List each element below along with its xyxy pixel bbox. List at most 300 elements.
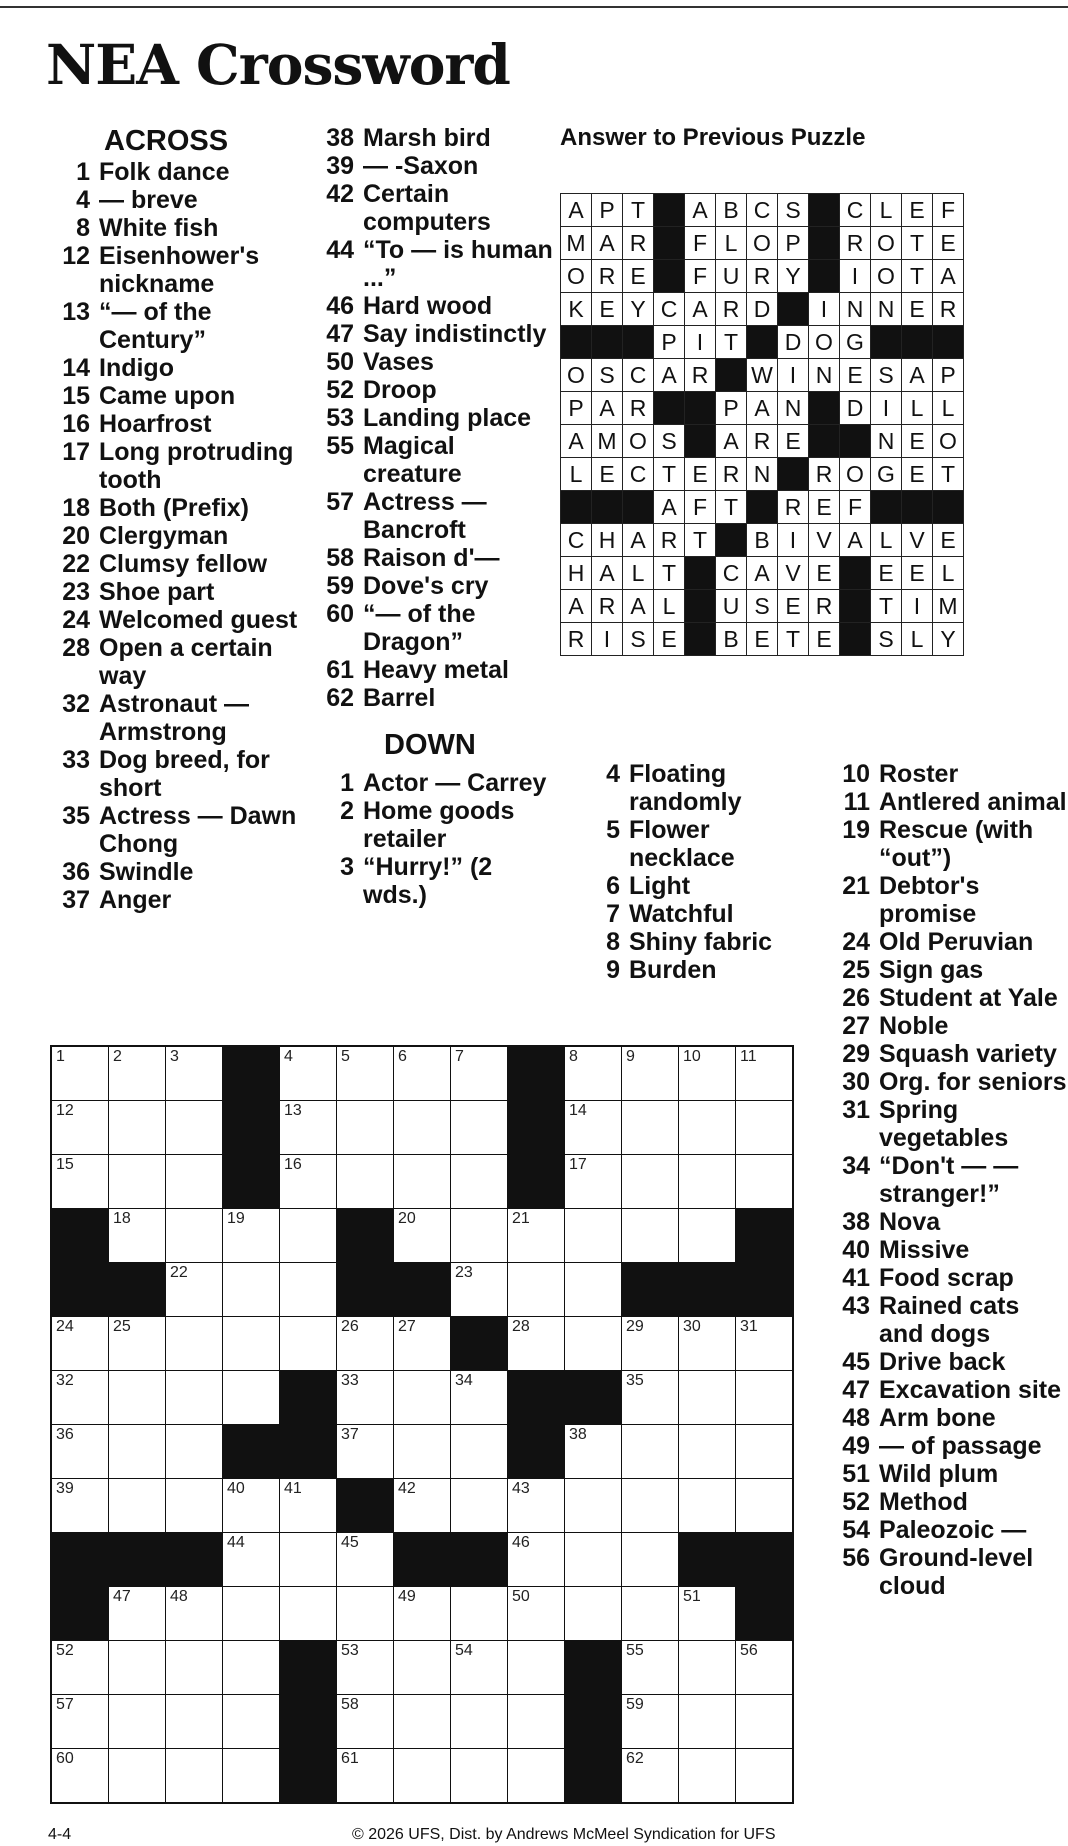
- grid-cell[interactable]: [622, 1533, 679, 1587]
- cell-number: 36: [56, 1426, 74, 1443]
- cell-number: 60: [56, 1750, 74, 1767]
- answer-letter-cell: R: [623, 227, 654, 260]
- answer-letter-cell: C: [623, 359, 654, 392]
- answer-black-cell: [592, 491, 623, 524]
- clue-number: 59: [326, 572, 354, 600]
- grid-cell[interactable]: [679, 1695, 736, 1749]
- grid-cell[interactable]: [109, 1479, 166, 1533]
- grid-cell[interactable]: [109, 1155, 166, 1209]
- grid-cell[interactable]: [622, 1641, 679, 1695]
- grid-cell[interactable]: [394, 1425, 451, 1479]
- clue-item: [310, 853, 560, 909]
- grid-cell[interactable]: [109, 1641, 166, 1695]
- clue-item: [46, 802, 308, 858]
- grid-cell[interactable]: [508, 1641, 565, 1695]
- grid-cell[interactable]: [736, 1101, 794, 1155]
- grid-cell[interactable]: [280, 1101, 337, 1155]
- answer-row: [561, 392, 964, 425]
- grid-cell[interactable]: [51, 1101, 109, 1155]
- clue-text: Actor — Carrey: [363, 769, 547, 797]
- answer-letter-cell: L: [871, 524, 902, 557]
- clue-text: Method: [879, 1488, 968, 1516]
- grid-cell[interactable]: [337, 1371, 394, 1425]
- answer-letter-cell: T: [902, 260, 933, 293]
- clue-text: Burden: [629, 956, 717, 984]
- cell-number: 59: [626, 1696, 644, 1713]
- clue-item: [310, 572, 560, 600]
- grid-cell[interactable]: [622, 1101, 679, 1155]
- grid-cell[interactable]: [736, 1046, 794, 1101]
- clue-number: 60: [326, 600, 354, 628]
- cell-number: 22: [170, 1264, 188, 1281]
- answer-letter-cell: C: [623, 458, 654, 491]
- cell-number: 27: [398, 1318, 416, 1335]
- grid-cell[interactable]: [51, 1641, 109, 1695]
- grid-cell[interactable]: [51, 1695, 109, 1749]
- grid-cell[interactable]: [109, 1695, 166, 1749]
- grid-cell[interactable]: [166, 1641, 223, 1695]
- black-square: [223, 1046, 280, 1101]
- cell-number: 35: [626, 1372, 644, 1389]
- grid-row: [51, 1046, 793, 1101]
- clue-text: Welcomed guest: [99, 606, 298, 634]
- grid-cell[interactable]: [337, 1533, 394, 1587]
- grid-cell[interactable]: [451, 1209, 508, 1263]
- answer-letter-cell: T: [716, 326, 747, 359]
- cell-number: 6: [398, 1048, 407, 1065]
- answer-letter-cell: R: [933, 293, 964, 326]
- answer-letter-cell: V: [809, 524, 840, 557]
- answer-row: [561, 524, 964, 557]
- grid-cell[interactable]: [166, 1695, 223, 1749]
- grid-cell[interactable]: [508, 1479, 565, 1533]
- cell-number: 21: [512, 1210, 530, 1227]
- grid-cell[interactable]: [451, 1046, 508, 1101]
- answer-black-cell: [902, 491, 933, 524]
- grid-cell[interactable]: [565, 1587, 622, 1641]
- answer-letter-cell: D: [747, 293, 778, 326]
- clue-number: 30: [842, 1068, 870, 1096]
- grid-cell[interactable]: [166, 1101, 223, 1155]
- grid-cell[interactable]: [451, 1263, 508, 1317]
- grid-cell[interactable]: [565, 1263, 622, 1317]
- grid-cell[interactable]: [51, 1046, 109, 1101]
- clue-item: [46, 438, 308, 494]
- black-square: [394, 1533, 451, 1587]
- grid-cell[interactable]: [565, 1155, 622, 1209]
- grid-cell[interactable]: [280, 1587, 337, 1641]
- grid-cell[interactable]: [51, 1317, 109, 1371]
- black-square: [337, 1479, 394, 1533]
- answer-black-cell: [840, 623, 871, 656]
- grid-cell[interactable]: [679, 1209, 736, 1263]
- grid-cell[interactable]: [394, 1209, 451, 1263]
- answer-letter-cell: A: [654, 359, 685, 392]
- grid-row: [51, 1587, 793, 1641]
- grid-cell[interactable]: [451, 1155, 508, 1209]
- cell-number: 17: [569, 1156, 587, 1173]
- answer-letter-cell: P: [654, 326, 685, 359]
- answer-letter-cell: O: [871, 260, 902, 293]
- clue-text: Antlered animal: [879, 788, 1067, 816]
- answer-letter-cell: E: [809, 623, 840, 656]
- grid-cell[interactable]: [679, 1587, 736, 1641]
- grid-cell[interactable]: [223, 1263, 280, 1317]
- grid-cell[interactable]: [508, 1263, 565, 1317]
- clue-item: [310, 236, 560, 292]
- answer-black-cell: [685, 557, 716, 590]
- clue-number: 3: [340, 853, 354, 881]
- clue-text: Indigo: [99, 354, 174, 382]
- answer-black-cell: [809, 260, 840, 293]
- cell-number: 25: [113, 1318, 131, 1335]
- grid-cell[interactable]: [109, 1209, 166, 1263]
- answer-black-cell: [747, 326, 778, 359]
- cell-number: 42: [398, 1480, 416, 1497]
- grid-cell[interactable]: [679, 1317, 736, 1371]
- grid-cell[interactable]: [280, 1209, 337, 1263]
- grid-cell[interactable]: [51, 1155, 109, 1209]
- grid-cell[interactable]: [508, 1587, 565, 1641]
- clue-text: Old Peruvian: [879, 928, 1034, 956]
- down-list-2: [576, 760, 816, 984]
- black-square: [565, 1641, 622, 1695]
- answer-letter-cell: G: [871, 458, 902, 491]
- grid-cell[interactable]: [622, 1155, 679, 1209]
- grid-cell[interactable]: [109, 1046, 166, 1101]
- clue-number: 61: [326, 656, 354, 684]
- black-square: [223, 1425, 280, 1479]
- grid-cell[interactable]: [394, 1641, 451, 1695]
- grid-cell[interactable]: [223, 1641, 280, 1695]
- grid-cell[interactable]: [223, 1749, 280, 1804]
- answer-letter-cell: A: [902, 359, 933, 392]
- grid-cell[interactable]: [451, 1479, 508, 1533]
- clue-item: [310, 684, 560, 712]
- clue-item: [46, 158, 308, 186]
- grid-cell[interactable]: [166, 1479, 223, 1533]
- grid-cell[interactable]: [565, 1209, 622, 1263]
- clue-text: “— of the Dragon”: [363, 600, 476, 656]
- clue-item: [826, 872, 1068, 928]
- clue-item: [46, 746, 308, 802]
- clue-item: [46, 242, 308, 298]
- grid-cell[interactable]: [679, 1641, 736, 1695]
- grid-cell[interactable]: [679, 1046, 736, 1101]
- grid-cell[interactable]: [679, 1479, 736, 1533]
- clue-item: [826, 1516, 1068, 1544]
- grid-cell[interactable]: [736, 1749, 794, 1804]
- clue-item: [826, 1152, 1068, 1208]
- clue-text: White fish: [99, 214, 219, 242]
- grid-cell[interactable]: [223, 1209, 280, 1263]
- grid-cell[interactable]: [394, 1479, 451, 1533]
- grid-cell[interactable]: [508, 1695, 565, 1749]
- clue-number: 1: [340, 769, 354, 797]
- grid-cell[interactable]: [622, 1425, 679, 1479]
- grid-cell[interactable]: [622, 1046, 679, 1101]
- cell-number: 10: [683, 1048, 701, 1065]
- answer-letter-cell: A: [654, 491, 685, 524]
- grid-cell[interactable]: [166, 1155, 223, 1209]
- answer-letter-cell: A: [623, 590, 654, 623]
- clue-text: Wild plum: [879, 1460, 999, 1488]
- answer-black-cell: [840, 590, 871, 623]
- answer-letter-cell: E: [933, 524, 964, 557]
- cell-number: 52: [56, 1642, 74, 1659]
- grid-cell[interactable]: [109, 1749, 166, 1804]
- grid-cell[interactable]: [166, 1317, 223, 1371]
- grid-cell[interactable]: [166, 1371, 223, 1425]
- grid-cell[interactable]: [337, 1046, 394, 1101]
- grid-cell[interactable]: [280, 1533, 337, 1587]
- grid-cell[interactable]: [565, 1317, 622, 1371]
- grid-cell[interactable]: [166, 1263, 223, 1317]
- grid-cell[interactable]: [223, 1479, 280, 1533]
- cell-number: 40: [227, 1480, 245, 1497]
- down-clues-col2: [576, 760, 816, 984]
- grid-cell[interactable]: [394, 1371, 451, 1425]
- cell-number: 61: [341, 1750, 359, 1767]
- grid-cell[interactable]: [394, 1317, 451, 1371]
- grid-cell[interactable]: [736, 1641, 794, 1695]
- clue-number: 13: [62, 298, 90, 326]
- cell-number: 44: [227, 1534, 245, 1551]
- grid-cell[interactable]: [109, 1587, 166, 1641]
- grid-cell[interactable]: [166, 1587, 223, 1641]
- answer-letter-cell: F: [685, 491, 716, 524]
- grid-cell[interactable]: [337, 1155, 394, 1209]
- grid-cell[interactable]: [394, 1046, 451, 1101]
- answer-row: [561, 293, 964, 326]
- grid-cell[interactable]: [337, 1101, 394, 1155]
- clue-number: 34: [842, 1152, 870, 1180]
- answer-letter-cell: I: [592, 623, 623, 656]
- grid-cell[interactable]: [280, 1155, 337, 1209]
- cell-number: 45: [341, 1534, 359, 1551]
- grid-cell[interactable]: [109, 1425, 166, 1479]
- answer-letter-cell: T: [685, 524, 716, 557]
- grid-cell[interactable]: [565, 1479, 622, 1533]
- clue-item: [310, 348, 560, 376]
- grid-row: [51, 1533, 793, 1587]
- grid-cell[interactable]: [51, 1371, 109, 1425]
- grid-cell[interactable]: [451, 1587, 508, 1641]
- cell-number: 48: [170, 1588, 188, 1605]
- grid-cell[interactable]: [337, 1317, 394, 1371]
- grid-cell[interactable]: [565, 1425, 622, 1479]
- answer-black-cell: [685, 623, 716, 656]
- grid-cell[interactable]: [622, 1317, 679, 1371]
- clue-item: [826, 1236, 1068, 1264]
- page-title: NEA Crossword: [46, 32, 510, 97]
- answer-row: [561, 458, 964, 491]
- grid-cell[interactable]: [280, 1479, 337, 1533]
- grid-cell[interactable]: [337, 1695, 394, 1749]
- grid-cell[interactable]: [394, 1587, 451, 1641]
- answer-letter-cell: O: [809, 326, 840, 359]
- answer-letter-cell: B: [747, 524, 778, 557]
- clue-item: [46, 886, 308, 914]
- grid-cell[interactable]: [223, 1317, 280, 1371]
- grid-cell[interactable]: [223, 1533, 280, 1587]
- grid-cell[interactable]: [166, 1209, 223, 1263]
- grid-cell[interactable]: [223, 1587, 280, 1641]
- grid-cell[interactable]: [508, 1533, 565, 1587]
- cell-number: 4: [284, 1048, 293, 1065]
- grid-cell[interactable]: [280, 1046, 337, 1101]
- clue-item: [310, 769, 560, 797]
- grid-cell[interactable]: [508, 1749, 565, 1804]
- cell-number: 56: [740, 1642, 758, 1659]
- clue-item: [826, 1208, 1068, 1236]
- grid-cell[interactable]: [622, 1209, 679, 1263]
- grid-cell[interactable]: [622, 1587, 679, 1641]
- grid-cell[interactable]: [622, 1371, 679, 1425]
- grid-cell[interactable]: [51, 1749, 109, 1804]
- grid-cell[interactable]: [280, 1317, 337, 1371]
- clue-text: Say indistinctly: [363, 320, 547, 348]
- clue-number: 36: [62, 858, 90, 886]
- grid-row: [51, 1317, 793, 1371]
- answer-row: [561, 557, 964, 590]
- grid-cell[interactable]: [394, 1749, 451, 1804]
- answer-letter-cell: L: [561, 458, 592, 491]
- cell-number: 33: [341, 1372, 359, 1389]
- answer-black-cell: [809, 392, 840, 425]
- cell-number: 62: [626, 1750, 644, 1767]
- grid-cell[interactable]: [337, 1425, 394, 1479]
- answer-black-cell: [902, 326, 933, 359]
- grid-cell[interactable]: [451, 1371, 508, 1425]
- clue-text: Nova: [879, 1208, 941, 1236]
- grid-cell[interactable]: [451, 1425, 508, 1479]
- clue-item: [46, 858, 308, 886]
- cell-number: 20: [398, 1210, 416, 1227]
- grid-cell[interactable]: [508, 1317, 565, 1371]
- grid-cell[interactable]: [451, 1749, 508, 1804]
- answer-letter-cell: S: [871, 623, 902, 656]
- cell-number: 32: [56, 1372, 74, 1389]
- grid-cell[interactable]: [109, 1317, 166, 1371]
- grid-cell[interactable]: [337, 1587, 394, 1641]
- clue-item: [826, 1544, 1068, 1600]
- answer-letter-cell: A: [747, 557, 778, 590]
- answer-letter-cell: A: [685, 293, 716, 326]
- grid-cell[interactable]: [622, 1479, 679, 1533]
- black-square: [736, 1533, 794, 1587]
- clue-number: 38: [326, 124, 354, 152]
- grid-cell[interactable]: [565, 1046, 622, 1101]
- answer-black-cell: [747, 491, 778, 524]
- answer-black-cell: [809, 425, 840, 458]
- grid-cell[interactable]: [109, 1371, 166, 1425]
- answer-letter-cell: B: [716, 623, 747, 656]
- clue-text: — breve: [99, 186, 198, 214]
- grid-cell[interactable]: [337, 1641, 394, 1695]
- grid-cell[interactable]: [736, 1425, 794, 1479]
- grid-cell[interactable]: [622, 1749, 679, 1804]
- answer-row: [561, 425, 964, 458]
- grid-cell[interactable]: [109, 1101, 166, 1155]
- clue-number: 40: [842, 1236, 870, 1264]
- top-rule: [0, 6, 1068, 8]
- grid-cell[interactable]: [565, 1101, 622, 1155]
- clue-text: Certain computers: [363, 180, 491, 236]
- answer-letter-cell: R: [747, 260, 778, 293]
- across-list-2: [310, 124, 560, 712]
- grid-cell[interactable]: [736, 1371, 794, 1425]
- down-clues-col3: [826, 760, 1068, 1600]
- grid-cell[interactable]: [736, 1317, 794, 1371]
- grid-cell[interactable]: [508, 1209, 565, 1263]
- clue-item: [310, 656, 560, 684]
- grid-cell[interactable]: [337, 1749, 394, 1804]
- answer-letter-cell: C: [716, 557, 747, 590]
- grid-cell[interactable]: [451, 1641, 508, 1695]
- answer-letter-cell: N: [840, 293, 871, 326]
- grid-cell[interactable]: [565, 1533, 622, 1587]
- grid-cell[interactable]: [736, 1695, 794, 1749]
- grid-cell[interactable]: [451, 1101, 508, 1155]
- answer-letter-cell: L: [654, 590, 685, 623]
- grid-cell[interactable]: [736, 1479, 794, 1533]
- grid-cell[interactable]: [736, 1155, 794, 1209]
- answer-letter-cell: E: [902, 194, 933, 227]
- answer-letter-cell: R: [840, 227, 871, 260]
- grid-cell[interactable]: [166, 1425, 223, 1479]
- black-square: [508, 1425, 565, 1479]
- answer-letter-cell: D: [840, 392, 871, 425]
- grid-cell[interactable]: [166, 1749, 223, 1804]
- grid-cell[interactable]: [679, 1749, 736, 1804]
- grid-cell[interactable]: [223, 1695, 280, 1749]
- grid-cell[interactable]: [679, 1371, 736, 1425]
- grid-cell[interactable]: [394, 1155, 451, 1209]
- grid-cell[interactable]: [51, 1425, 109, 1479]
- answer-row: [561, 623, 964, 656]
- grid-cell[interactable]: [280, 1263, 337, 1317]
- grid-row: [51, 1155, 793, 1209]
- grid-cell[interactable]: [679, 1101, 736, 1155]
- grid-cell[interactable]: [451, 1695, 508, 1749]
- clue-item: [46, 550, 308, 578]
- answer-letter-cell: N: [778, 392, 809, 425]
- grid-cell[interactable]: [51, 1479, 109, 1533]
- answer-letter-cell: Y: [933, 623, 964, 656]
- clue-item: [826, 1096, 1068, 1152]
- answer-letter-cell: I: [871, 392, 902, 425]
- answer-grid: [560, 193, 964, 656]
- grid-cell[interactable]: [394, 1695, 451, 1749]
- clue-item: [46, 634, 308, 690]
- grid-cell[interactable]: [622, 1695, 679, 1749]
- grid-cell[interactable]: [679, 1425, 736, 1479]
- clue-item: [310, 292, 560, 320]
- cell-number: 46: [512, 1534, 530, 1551]
- grid-cell[interactable]: [166, 1046, 223, 1101]
- clue-text: Astronaut — Armstrong: [99, 690, 249, 746]
- answer-letter-cell: L: [716, 227, 747, 260]
- grid-cell[interactable]: [223, 1371, 280, 1425]
- clue-number: 28: [62, 634, 90, 662]
- cell-number: 9: [626, 1048, 635, 1065]
- grid-cell[interactable]: [679, 1155, 736, 1209]
- answer-letter-cell: R: [747, 425, 778, 458]
- clue-text: Barrel: [363, 684, 436, 712]
- grid-cell[interactable]: [394, 1101, 451, 1155]
- answer-letter-cell: E: [747, 623, 778, 656]
